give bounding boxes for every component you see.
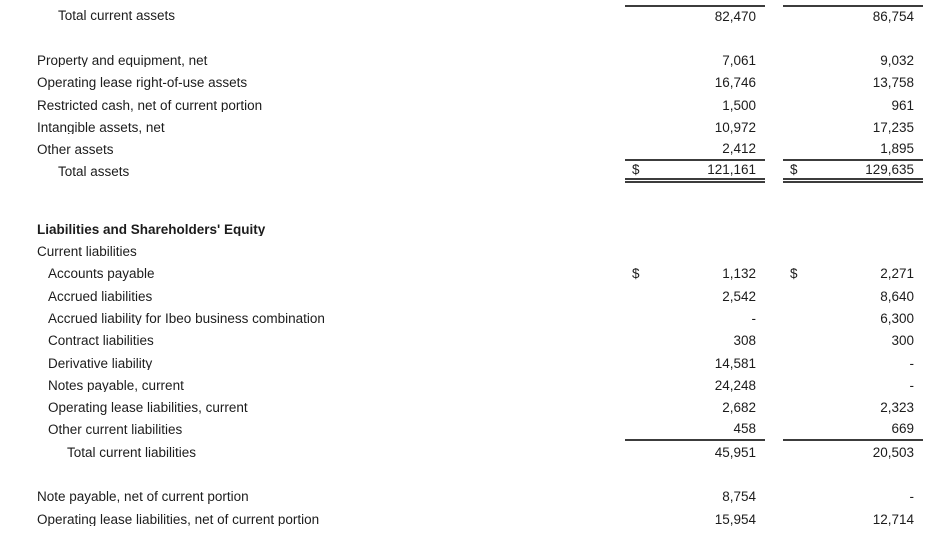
value-col1 [625,5,765,27]
value-col1 [625,330,765,352]
cell-value: 961 [891,97,914,113]
table-row [0,241,950,263]
row-label: Total assets [58,165,130,179]
row-label: Total current assets [58,9,176,23]
value-col2 [783,441,923,463]
value-col2 [783,161,923,183]
column-gap [765,374,783,396]
column-gap [765,486,783,508]
row-label: Operating lease liabilities, current [48,401,248,415]
row-label: Accounts payable [48,267,155,281]
value-col2 [783,263,923,285]
table-row [0,218,950,240]
value-col2 [783,50,923,72]
value-col1 [625,218,765,240]
table-row [0,508,950,530]
table-row [0,486,950,508]
cell-value: 8,754 [722,489,756,505]
table-row [0,116,950,138]
cell-value: 129,635 [865,161,914,177]
value-col2 [783,486,923,508]
column-gap [765,72,783,94]
table-row [0,419,950,441]
cell-value: - [909,377,914,393]
table-row [0,374,950,396]
cell-value: 16,746 [714,75,756,91]
column-gap [765,50,783,72]
row-label: Operating lease right-of-use assets [37,76,248,90]
cell-value: 86,754 [872,9,914,25]
cell-value: 7,061 [722,52,756,68]
table-row [0,441,950,463]
cell-value: 121,161 [707,161,756,177]
cell-value: 2,542 [722,288,756,304]
value-col2 [783,72,923,94]
value-col2 [783,508,923,530]
row-label: Restricted cash, net of current portion [37,98,263,113]
table-row [0,94,950,116]
table-row [0,285,950,307]
cell-value: 1,895 [880,141,914,157]
row-spacer [0,27,950,49]
cell-value: 2,271 [880,266,914,282]
column-gap [765,330,783,352]
value-col2 [783,5,923,27]
row-label: Other current liabilities [48,423,183,437]
table-row [0,352,950,374]
column-gap [765,285,783,307]
value-col2 [783,285,923,307]
column-gap [765,508,783,530]
dollar-sign: $ [632,161,640,177]
value-col1 [625,72,765,94]
row-label: Derivative liability [48,356,153,371]
column-gap [765,308,783,330]
table-row [0,72,950,94]
row-label: Contract liabilities [48,334,154,348]
row-label: Liabilities and Shareholders' Equity [37,222,266,237]
dollar-sign: $ [790,266,798,282]
column-gap [765,94,783,116]
row-label: Notes payable, current [48,378,184,393]
value-col2 [783,374,923,396]
row-label: Other assets [37,143,114,157]
column-gap [765,116,783,138]
table-row [0,139,950,161]
value-col1 [625,308,765,330]
column-gap [765,161,783,183]
table-row [0,161,950,183]
row-label: Operating lease liabilities, net of current portion [37,512,320,527]
value-col2 [783,397,923,419]
value-col2 [783,419,923,441]
cell-value: 10,972 [714,119,756,135]
table-row [0,330,950,352]
cell-value: 458 [733,421,756,437]
row-spacer [0,183,950,218]
value-col2 [783,218,923,240]
cell-value: 82,470 [714,9,756,25]
cell-value: 2,412 [722,141,756,157]
value-col1 [625,285,765,307]
column-gap [765,352,783,374]
row-label: Accrued liability for Ibeo business combination [48,311,325,326]
row-label: Intangible assets, net [37,120,165,135]
value-col1 [625,116,765,138]
dollar-sign: $ [632,266,640,282]
value-col1 [625,508,765,530]
balance-sheet [0,5,950,531]
table-row [0,263,950,285]
cell-value: 1,500 [722,97,756,113]
column-gap [765,139,783,161]
value-col1 [625,50,765,72]
table-row [0,308,950,330]
column-gap [765,419,783,441]
cell-value: 308 [733,333,756,349]
table-row [0,5,950,27]
cell-value: - [751,310,756,326]
cell-value: 300 [891,333,914,349]
row-spacer [0,464,950,486]
value-col2 [783,116,923,138]
cell-value: 15,954 [714,511,756,527]
cell-value: 1,132 [722,266,756,282]
value-col1 [625,374,765,396]
value-col2 [783,241,923,263]
dollar-sign: $ [790,161,798,177]
row-label: Property and equipment, net [37,53,208,68]
table-row [0,50,950,72]
cell-value: 20,503 [872,444,914,460]
row-label: Accrued liabilities [48,289,153,304]
cell-value: 24,248 [714,377,756,393]
cell-value: 2,682 [722,400,756,416]
column-gap [765,263,783,285]
value-col2 [783,308,923,330]
cell-value: 17,235 [872,119,914,135]
value-col1 [625,352,765,374]
cell-value: 14,581 [714,355,756,371]
cell-value: 6,300 [880,310,914,326]
column-gap [765,218,783,240]
row-label: Current liabilities [37,245,137,259]
cell-value: 669 [891,421,914,437]
cell-value: - [909,355,914,371]
column-gap [765,5,783,27]
value-col1 [625,486,765,508]
value-col2 [783,139,923,161]
value-col1 [625,94,765,116]
cell-value: 8,640 [880,288,914,304]
column-gap [765,397,783,419]
row-label: Note payable, net of current portion [37,490,249,504]
cell-value: 45,951 [714,444,756,460]
cell-value: 9,032 [880,52,914,68]
cell-value: 2,323 [880,400,914,416]
cell-value: 12,714 [872,511,914,527]
row-label: Total current liabilities [67,445,197,460]
value-col1 [625,441,765,463]
value-col2 [783,94,923,116]
column-gap [765,241,783,263]
cell-value: 13,758 [872,75,914,91]
value-col1 [625,161,765,183]
value-col2 [783,330,923,352]
value-col1 [625,139,765,161]
value-col1 [625,263,765,285]
value-col2 [783,352,923,374]
value-col1 [625,397,765,419]
column-gap [765,441,783,463]
cell-value: - [909,489,914,505]
table-row [0,397,950,419]
value-col1 [625,419,765,441]
value-col1 [625,241,765,263]
